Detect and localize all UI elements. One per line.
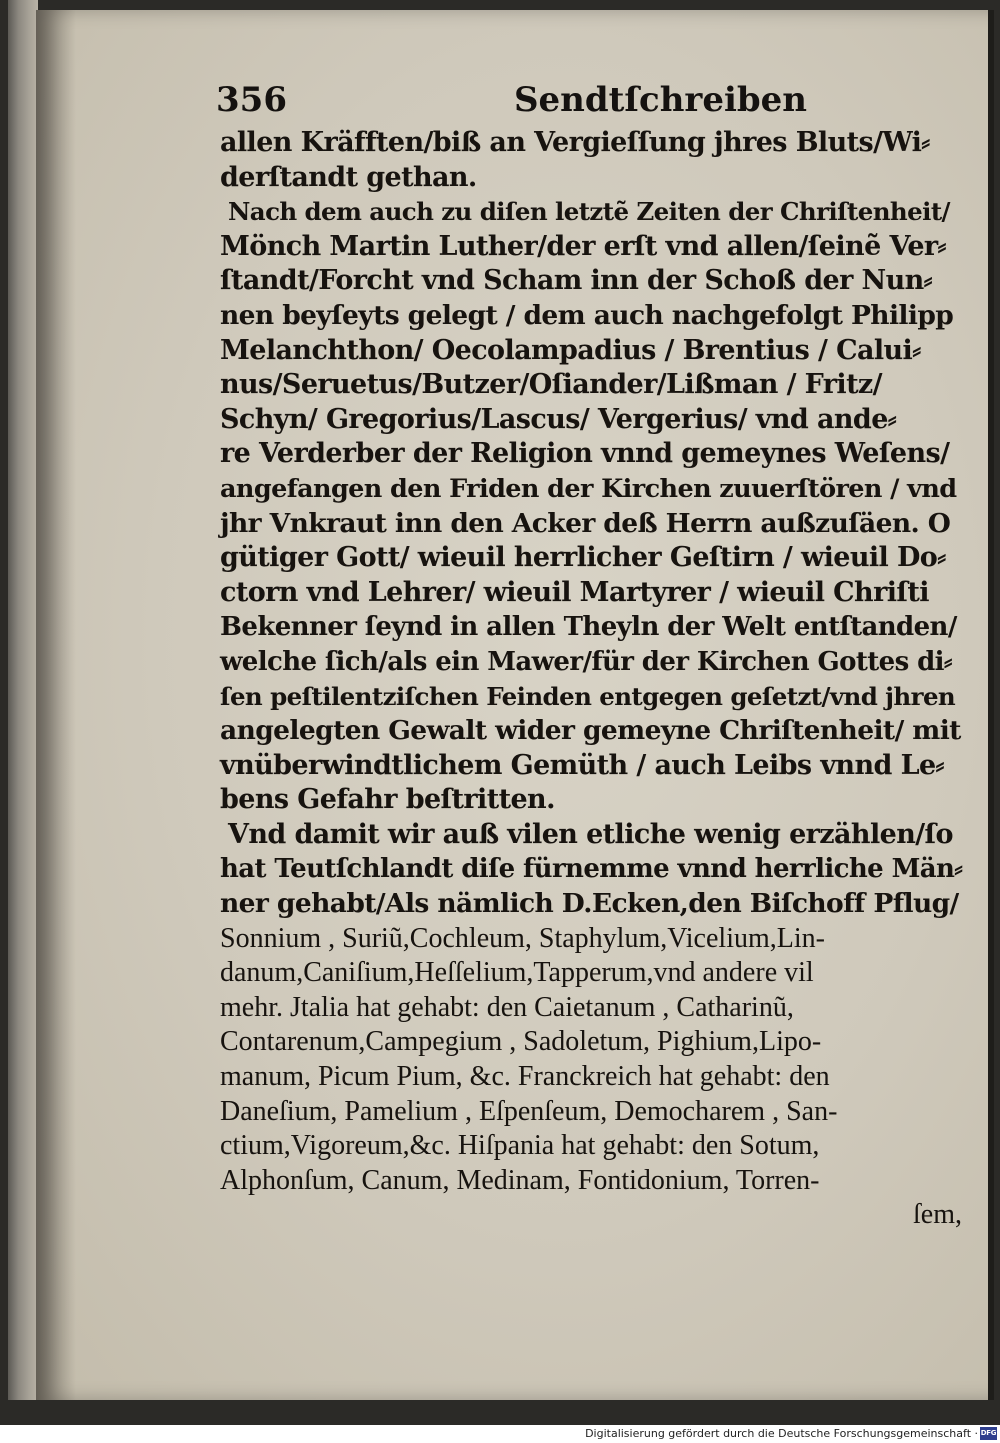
text-line: ctium,Vigoreum,&c. Hiſpania hat gehabt: den Sotum, <box>220 1130 820 1162</box>
text-line: welche ſich/als ein Mawer/für der Kirchen Gottes di⸗ <box>220 646 952 677</box>
text-line: re Verderber der Religion vnnd gemeynes Weſens/ <box>220 438 950 470</box>
text-line: allen Kräfften/biß an Vergieſſung jhres Bluts/Wi⸗ <box>220 127 930 158</box>
text-line: mehr. Jtalia hat gehabt: den Caietanum , Catharinũ, <box>220 991 794 1023</box>
gutter-shadow <box>36 10 76 1400</box>
text-line: manum, Picum Pium, &c. Franckreich hat gehabt: den <box>220 1061 830 1093</box>
text-line: nus/Seruetus/Butzer/Oſiander/Lißman / Fritz/ <box>220 369 882 401</box>
text-line: Vnd damit wir auß vilen etliche wenig erzählen/ſo <box>228 818 953 850</box>
text-line: vnüberwindtlichem Gemüth / auch Leibs vnnd Le⸗ <box>220 749 944 781</box>
running-head <box>216 80 916 130</box>
text-line: nen beyſeyts gelegt / dem auch nachgefolgt Philipp <box>220 299 954 331</box>
text-line: Nach dem auch zu diſen letztẽ Zeiten der Chriſtenheit/ <box>228 197 950 227</box>
text-line: angelegten Gewalt wider gemeyne Chriſtenheit/ mit <box>220 715 961 747</box>
text-line: ſtandt/Forcht vnd Scham inn der Schoß der Nun⸗ <box>220 265 933 297</box>
text-line: Bekenner ſeynd in allen Theyln der Welt entſtanden/ <box>220 612 957 643</box>
dfg-logo-icon: DFG <box>980 1427 997 1440</box>
text-line: Schyn/ Gregorius/Lascus/ Vergerius/ vnd ande⸗ <box>220 403 897 435</box>
text-line: jhr Vnkraut inn den Acker deß Herrn außzuſäen. O <box>220 507 951 539</box>
text-line: angefangen den Friden der Kirchen zuuerſtören / vnd <box>220 473 957 504</box>
text-line: gütiger Gott/ wieuil herrlicher Geſtirn / wieuil Do⸗ <box>220 542 946 574</box>
page-right-edge <box>988 10 994 1400</box>
text-line: derſtandt gethan. <box>220 161 477 193</box>
running-title: Sendtſchreiben <box>514 80 808 120</box>
text-line: Melanchthon/ Oecolampadius / Brentius / Calui⸗ <box>220 334 921 366</box>
text-line: ctorn vnd Lehrer/ wieuil Martyrer / wieuil Chriſti <box>220 576 929 608</box>
stacked-page-edges <box>8 0 38 1400</box>
text-line: ner gehabt/Als nämlich D.Ecken,den Biſchoff Pflug/ <box>220 888 959 920</box>
body-text <box>220 126 962 1233</box>
text-line: Daneſium, Pamelium , Eſpenſeum, Democharem , San- <box>220 1095 838 1127</box>
text-line: hat Teutſchlandt diſe fürnemme vnnd herrliche Män⸗ <box>220 854 963 885</box>
text-line: bens Gefahr beſtritten. <box>220 784 555 816</box>
text-line: danum,Caniſium,Heſſelium,Tapperum,vnd andere vil <box>220 957 814 989</box>
text-line: Sonnium , Suriũ,Cochleum, Staphylum,Vicelium,Lin- <box>220 922 825 954</box>
text-line: Contarenum,Campegium , Sadoletum, Pighium,Lipo- <box>220 1026 822 1058</box>
text-line: ſen peſtilentziſchen Feinden entgegen geſetzt/vnd jhren <box>220 681 956 711</box>
page-number: 356 <box>216 80 287 120</box>
digitization-footer <box>0 1425 1000 1443</box>
text-line: Mönch Martin Luther/der erſt vnd allen/ſeinẽ Ver⸗ <box>220 230 946 262</box>
text-line: Alphonſum, Canum, Medinam, Fontidonium, Torren- <box>220 1164 820 1196</box>
funding-credit: Digitalisierung gefördert durch die Deutsche Forschungsgemeinschaft · <box>585 1427 978 1440</box>
catchword: ſem, <box>913 1199 962 1231</box>
